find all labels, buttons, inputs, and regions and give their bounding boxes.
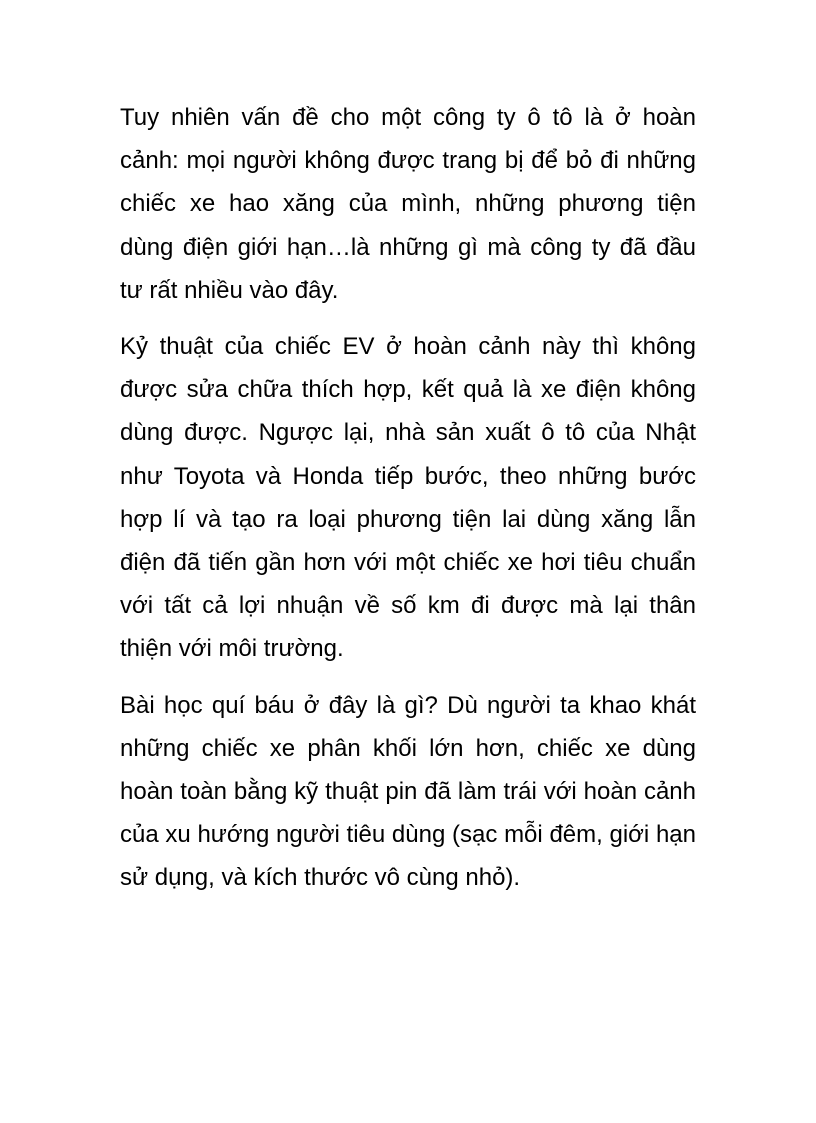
paragraph-1: Tuy nhiên vấn đề cho một công ty ô tô là ở hoàn cảnh: mọi người không được trang bị để bỏ đi những chiếc xe hao xăng của mình, những phương tiện dùng điện giới hạn…là những gì mà công ty đã đầu tư rất nhiều vào đây. (120, 104, 696, 304)
paragraph-3: Bài học quí báu ở đây là gì? Dù người ta khao khát những chiếc xe phân khối lớn hơn, chiếc xe dùng hoàn toàn bằng kỹ thuật pin đã làm trái với hoàn cảnh của xu hướng người tiêu dùng (sạc mỗi đêm, giới hạn sử dụng, và kích thước vô cùng nhỏ). (120, 691, 696, 892)
document-body (120, 96, 696, 900)
paragraph-2: Kỷ thuật của chiếc EV ở hoàn cảnh này thì không được sửa chữa thích hợp, kết quả là xe điện không dùng được. Ngược lại, nhà sản xuất ô tô của Nhật như Toyota và Honda tiếp bước, theo những bước hợp lí và tạo ra loại phương tiện lai dùng xăng lẫn điện đã tiến gần hơn với một chiếc xe hơi tiêu chuẩn với tất cả lợi nhuận về số km đi được mà lại thân thiện với môi trường. (120, 333, 696, 663)
